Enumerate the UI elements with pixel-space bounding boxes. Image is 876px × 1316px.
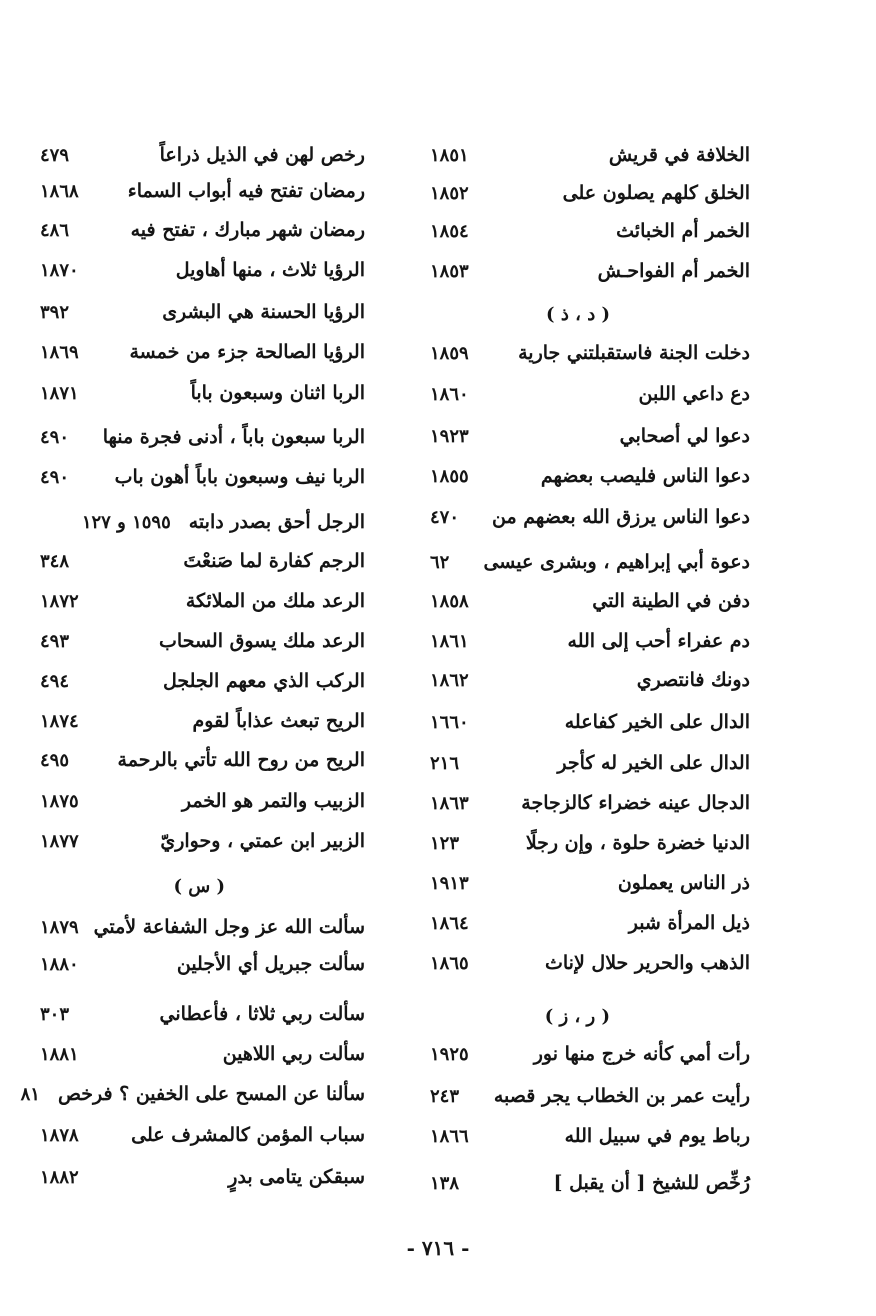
index-entry: دونك فانتصري ١٨٦٢ <box>430 669 750 691</box>
index-entry: سبقكن يتامى بدرٍ ١٨٨٢ <box>40 1166 365 1188</box>
index-entry: رباط يوم في سبيل الله ١٨٦٦ <box>430 1125 750 1147</box>
index-entry: سألت ربي ثلاثا ، فأعطاني ٣٠٣ <box>40 1003 365 1025</box>
index-entry: الدال على الخير له كأجر ٢١٦ <box>430 752 750 774</box>
index-entry: الرؤيا ثلاث ، منها أهاويل ١٨٧٠ <box>40 259 365 281</box>
index-entry: الدنيا خضرة حلوة ، وإن رجلًا ١٢٣ <box>430 832 750 854</box>
index-entry: الخلافة في قريش ١٨٥١ <box>430 144 750 166</box>
index-entry: دعوا لي أصحابي ١٩٢٣ <box>430 425 750 447</box>
index-entry: دعوة أبي إبراهيم ، وبشرى عيسى ٦٢ <box>430 551 750 573</box>
index-entry: الخمر أم الفواحـش ١٨٥٣ <box>430 260 750 282</box>
section-header: ( ر ، ز ) <box>544 1005 610 1027</box>
index-entry: رخص لهن في الذيل ذراعاً ٤٧٩ <box>40 144 365 166</box>
index-entry: الدجال عينه خضراء كالزجاجة ١٨٦٣ <box>430 792 750 814</box>
index-entry: الخلق كلهم يصلون على ١٨٥٢ <box>430 182 750 204</box>
index-entry: الخمر أم الخبائث ١٨٥٤ <box>430 220 750 242</box>
index-entry: سألت ربي اللاهين ١٨٨١ <box>40 1043 365 1065</box>
index-entry: الريح من روح الله تأتي بالرحمة ٤٩٥ <box>40 749 365 771</box>
index-entry: دخلت الجنة فاستقبلتني جارية ١٨٥٩ <box>430 342 750 364</box>
index-entry: الربا اثنان وسبعون باباً ١٨٧١ <box>40 382 365 404</box>
index-entry: الربا نيف وسبعون باباً أهون باب ٤٩٠ <box>40 466 365 488</box>
index-entry: سألت جبريل أي الأجلين ١٨٨٠ <box>40 953 365 975</box>
index-entry: رأيت عمر بن الخطاب يجر قصبه ٢٤٣ <box>430 1085 750 1107</box>
index-entry: الرعد ملك من الملائكة ١٨٧٢ <box>40 590 365 612</box>
index-entry: ذر الناس يعملون ١٩١٣ <box>430 872 750 894</box>
index-entry: الذهب والحرير حلال لإناث ١٨٦٥ <box>430 952 750 974</box>
page-number: - ٧١٦ - <box>406 1236 470 1260</box>
index-entry: سباب المؤمن كالمشرف على ١٨٧٨ <box>40 1124 365 1146</box>
index-entry: الرعد ملك يسوق السحاب ٤٩٣ <box>40 630 365 652</box>
index-entry: رُخِّص للشيخ [ أن يقبل ] ١٣٨ <box>430 1172 750 1194</box>
index-entry: سألت الله عز وجل الشفاعة لأمتي ١٨٧٩ <box>40 916 365 938</box>
index-entry: رمضان تفتح فيه أبواب السماء ١٨٦٨ <box>40 180 365 202</box>
index-entry: الزبير ابن عمتي ، وحواريّ ١٨٧٧ <box>40 830 365 852</box>
index-entry: دعوا الناس فليصب بعضهم ١٨٥٥ <box>430 465 750 487</box>
index-entry: الرجل أحق بصدر دابته ١٥٩٥ و ١٢٧ <box>81 511 365 533</box>
index-entry: الربا سبعون باباً ، أدنى فجرة منها ٤٩٠ <box>40 426 365 448</box>
index-entry: دع داعي اللبن ١٨٦٠ <box>430 383 750 405</box>
index-entry: الدال على الخير كفاعله ١٦٦٠ <box>430 711 750 733</box>
index-entry: الريح تبعث عذاباً لقوم ١٨٧٤ <box>40 710 365 732</box>
section-header: ( س ) <box>173 875 225 897</box>
index-entry: رأت أمي كأنه خرج منها نور ١٩٢٥ <box>430 1043 750 1065</box>
index-entry: الرؤيا الصالحة جزء من خمسة ١٨٦٩ <box>40 341 365 363</box>
index-entry: الرؤيا الحسنة هي البشرى ٣٩٢ <box>40 301 365 323</box>
section-header: ( د ، ذ ) <box>546 303 610 325</box>
index-entry: ذيل المرأة شبر ١٨٦٤ <box>430 912 750 934</box>
index-entry: الزبيب والتمر هو الخمر ١٨٧٥ <box>40 790 365 812</box>
index-entry: رمضان شهر مبارك ، تفتح فيه ٤٨٦ <box>40 219 365 241</box>
index-entry: الرجم كفارة لما صَنعْتَ ٣٤٨ <box>40 550 365 572</box>
index-entry: الركب الذي معهم الجلجل ٤٩٤ <box>40 670 365 692</box>
index-entry: دم عفراء أحب إلى الله ١٨٦١ <box>430 630 750 652</box>
index-entry: سألنا عن المسح على الخفين ؟ فرخص ٨١ <box>20 1083 365 1105</box>
index-entry: دفن في الطينة التي ١٨٥٨ <box>430 590 750 612</box>
index-entry: دعوا الناس يرزق الله بعضهم من ٤٧٠ <box>430 506 750 528</box>
